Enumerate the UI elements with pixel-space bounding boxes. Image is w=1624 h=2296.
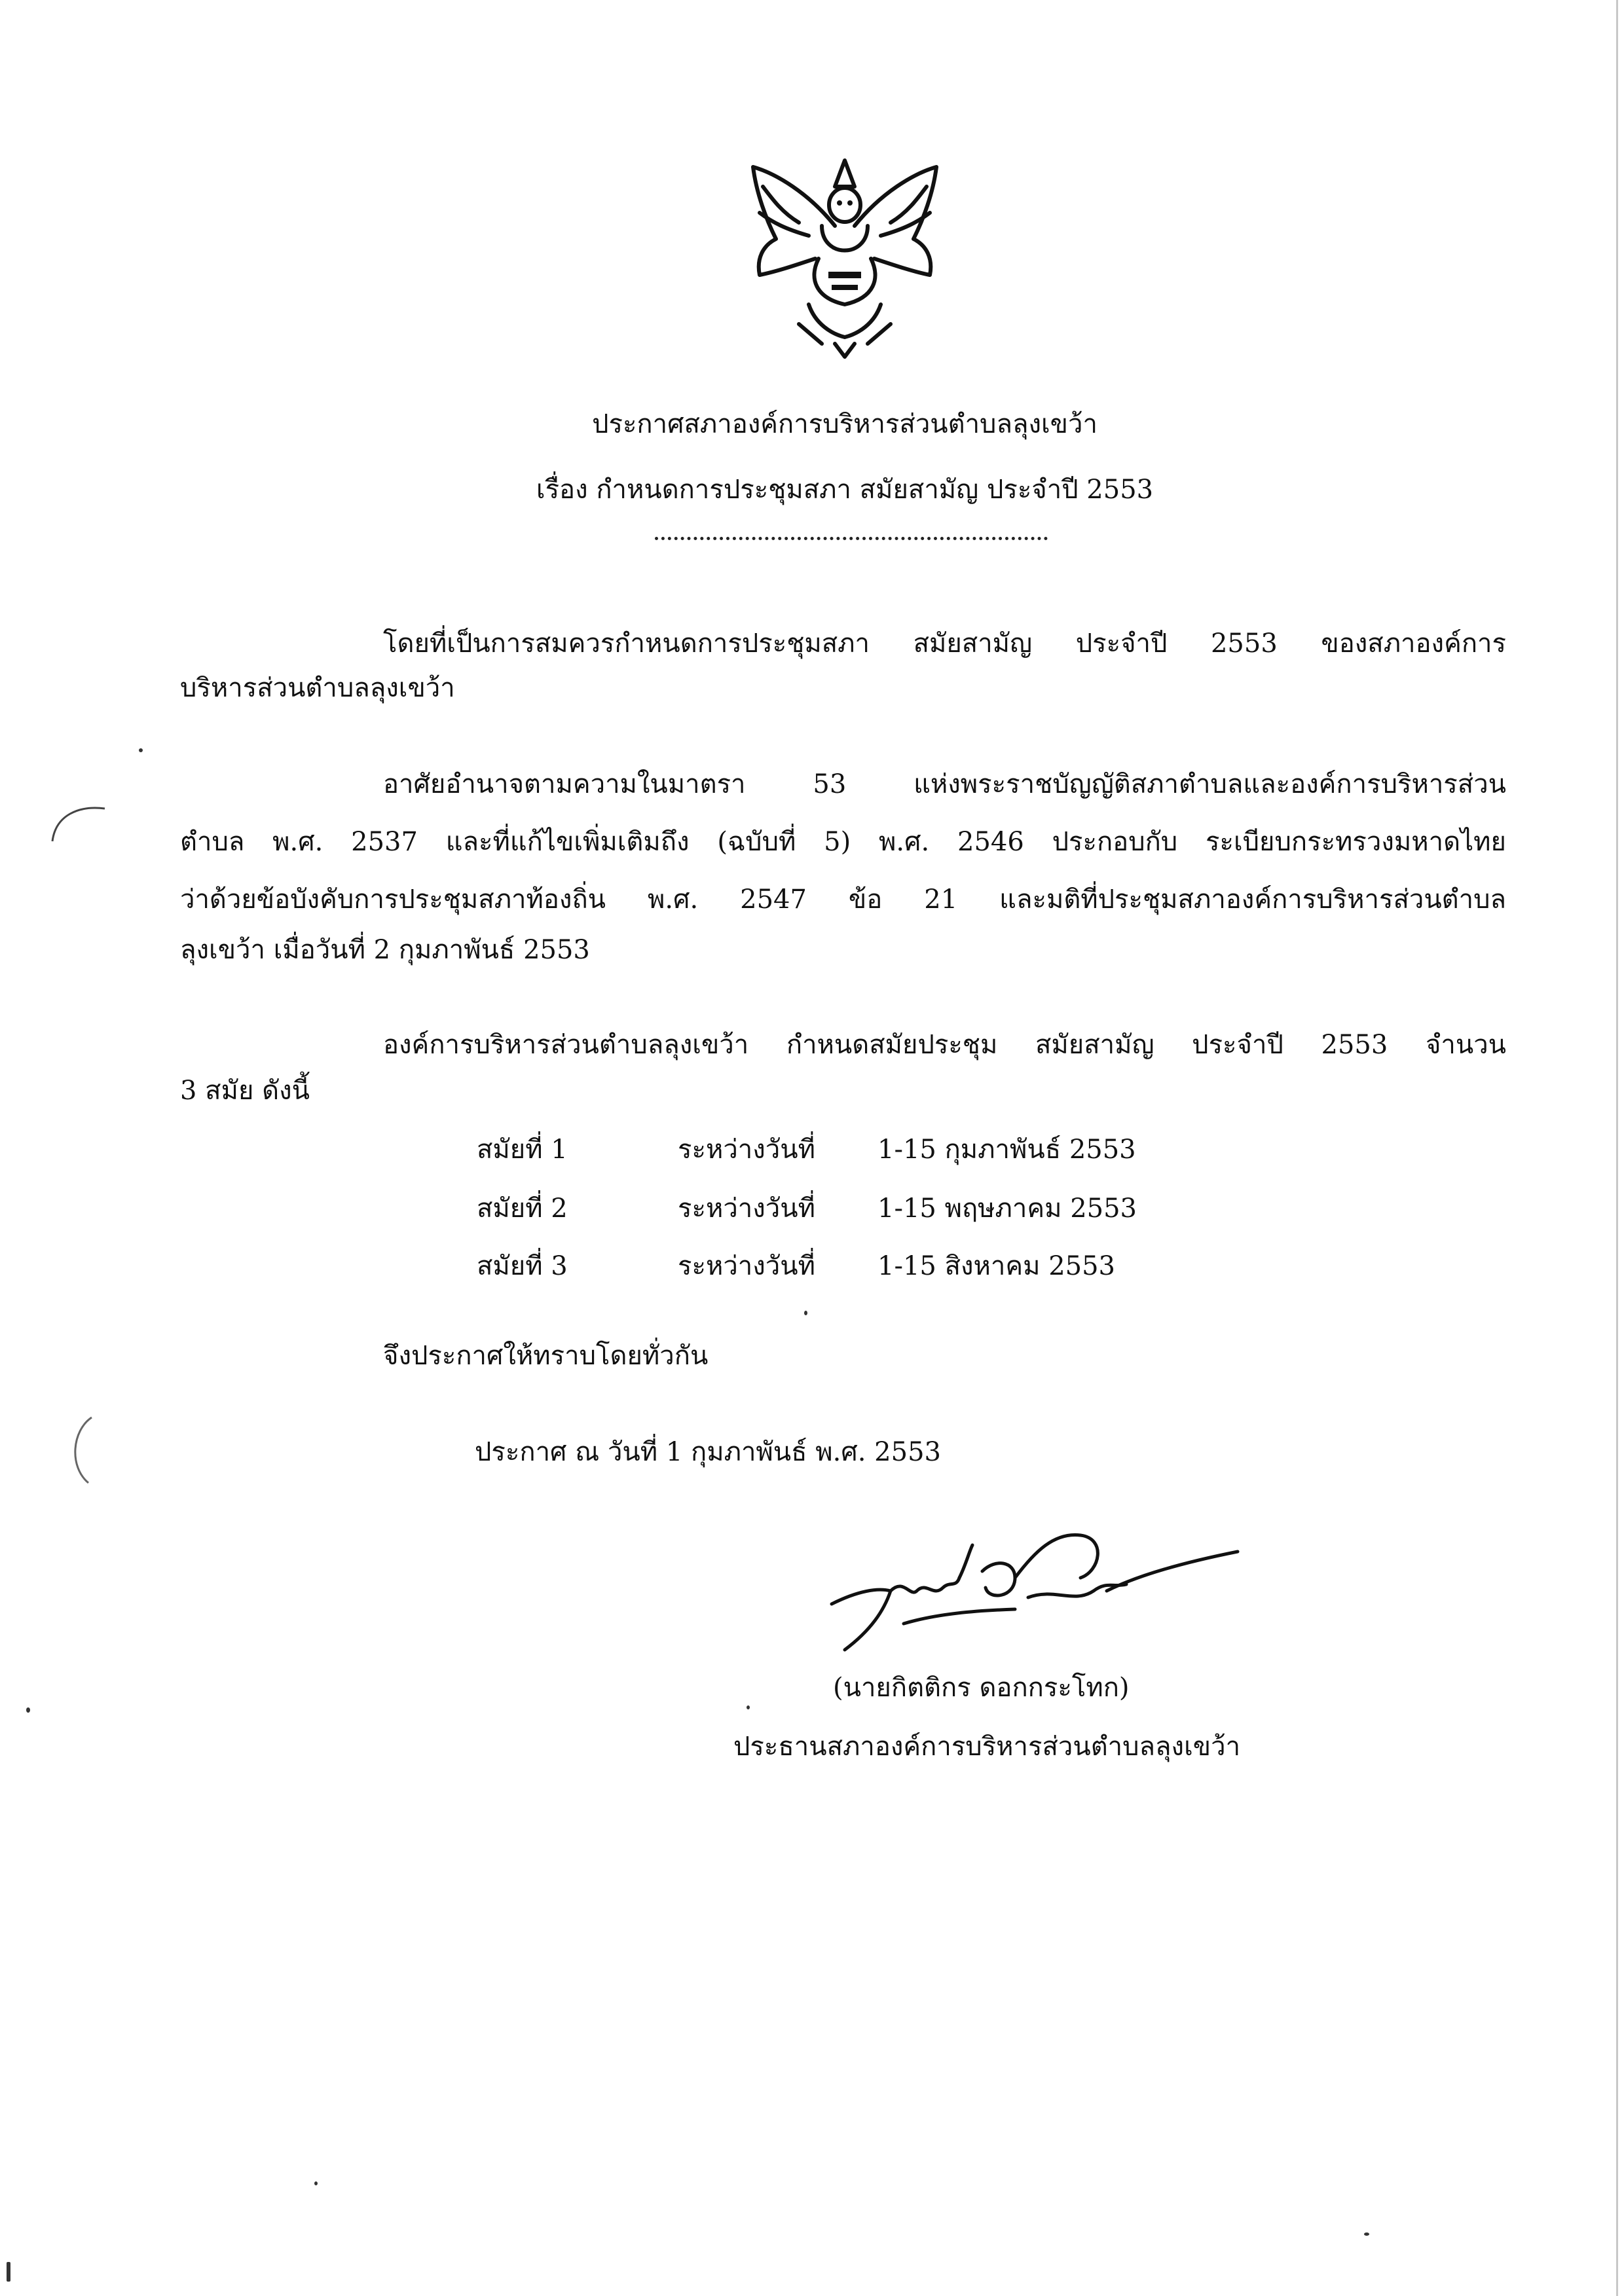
title-dotted-divider	[655, 537, 1048, 540]
para2-line4: ลุงเขว้า เมื่อวันที่ 2 กุมภาพันธ์ 2553	[180, 935, 590, 965]
scan-speck	[314, 2181, 318, 2185]
para1-line2: บริหารส่วนตำบลลุงเขว้า	[180, 673, 455, 703]
announcement-date: ประกาศ ณ วันที่ 1 กุมภาพันธ์ พ.ศ. 2553	[475, 1437, 941, 1467]
scan-speck	[7, 2262, 10, 2282]
para3-line1: องค์การบริหารส่วนตำบลลุงเขว้า กำหนดสมัยประชุม สมัยสามัญ ประจำปี 2553 จำนวน	[383, 1030, 1506, 1060]
signatory-position: ประธานสภาองค์การบริหารส่วนตำบลลุงเขว้า	[733, 1732, 1241, 1762]
session-dates: 1-15 สิงหาคม 2553	[877, 1251, 1115, 1281]
para1-line1: โดยที่เป็นการสมควรกำหนดการประชุมสภา สมัยสามัญ ประจำปี 2553 ของสภาองค์การ	[383, 629, 1506, 659]
announcement-title: ประกาศสภาองค์การบริหารส่วนตำบลลุงเขว้า	[592, 409, 1098, 439]
scan-speck	[804, 1311, 807, 1315]
session-label: ระหว่างวันที่	[678, 1194, 815, 1224]
session-name: สมัยที่ 2	[477, 1194, 568, 1224]
handwritten-signature	[819, 1525, 1264, 1663]
para2-line1: อาศัยอำนาจตามความในมาตรา 53 แห่งพระราชบัญญัติสภาตำบลและองค์การบริหารส่วน	[383, 769, 1506, 799]
scan-speck	[139, 748, 143, 752]
para2-line2: ตำบล พ.ศ. 2537 และที่แก้ไขเพิ่มเติมถึง (ฉบับที่ 5) พ.ศ. 2546 ประกอบกับ ระเบียบกระทรวงมหาดไทย	[180, 827, 1506, 857]
session-name: สมัยที่ 1	[477, 1135, 568, 1165]
margin-punch-mark	[46, 802, 111, 848]
closing-announce: จึงประกาศให้ทราบโดยทั่วกัน	[383, 1341, 709, 1371]
session-label: ระหว่างวันที่	[678, 1135, 815, 1165]
session-name: สมัยที่ 3	[477, 1251, 568, 1281]
scan-edge-line	[1616, 0, 1618, 2296]
scan-speck	[26, 1707, 30, 1713]
garuda-emblem-icon	[737, 147, 953, 363]
margin-punch-mark	[62, 1414, 101, 1486]
scan-speck	[1364, 2232, 1369, 2236]
session-dates: 1-15 พฤษภาคม 2553	[877, 1194, 1137, 1224]
signatory-name: (นายกิตติกร ดอกกระโทก)	[833, 1673, 1130, 1703]
session-label: ระหว่างวันที่	[678, 1251, 815, 1281]
scan-speck	[747, 1705, 750, 1709]
para3-line2: 3 สมัย ดังนี้	[180, 1076, 310, 1106]
para2-line3: ว่าด้วยข้อบังคับการประชุมสภาท้องถิ่น พ.ศ. 2547 ข้อ 21 และมติที่ประชุมสภาองค์การบริหารส่วนตำบล	[180, 884, 1506, 915]
session-dates: 1-15 กุมภาพันธ์ 2553	[877, 1135, 1136, 1165]
announcement-subject: เรื่อง กำหนดการประชุมสภา สมัยสามัญ ประจำปี 2553	[536, 475, 1154, 505]
